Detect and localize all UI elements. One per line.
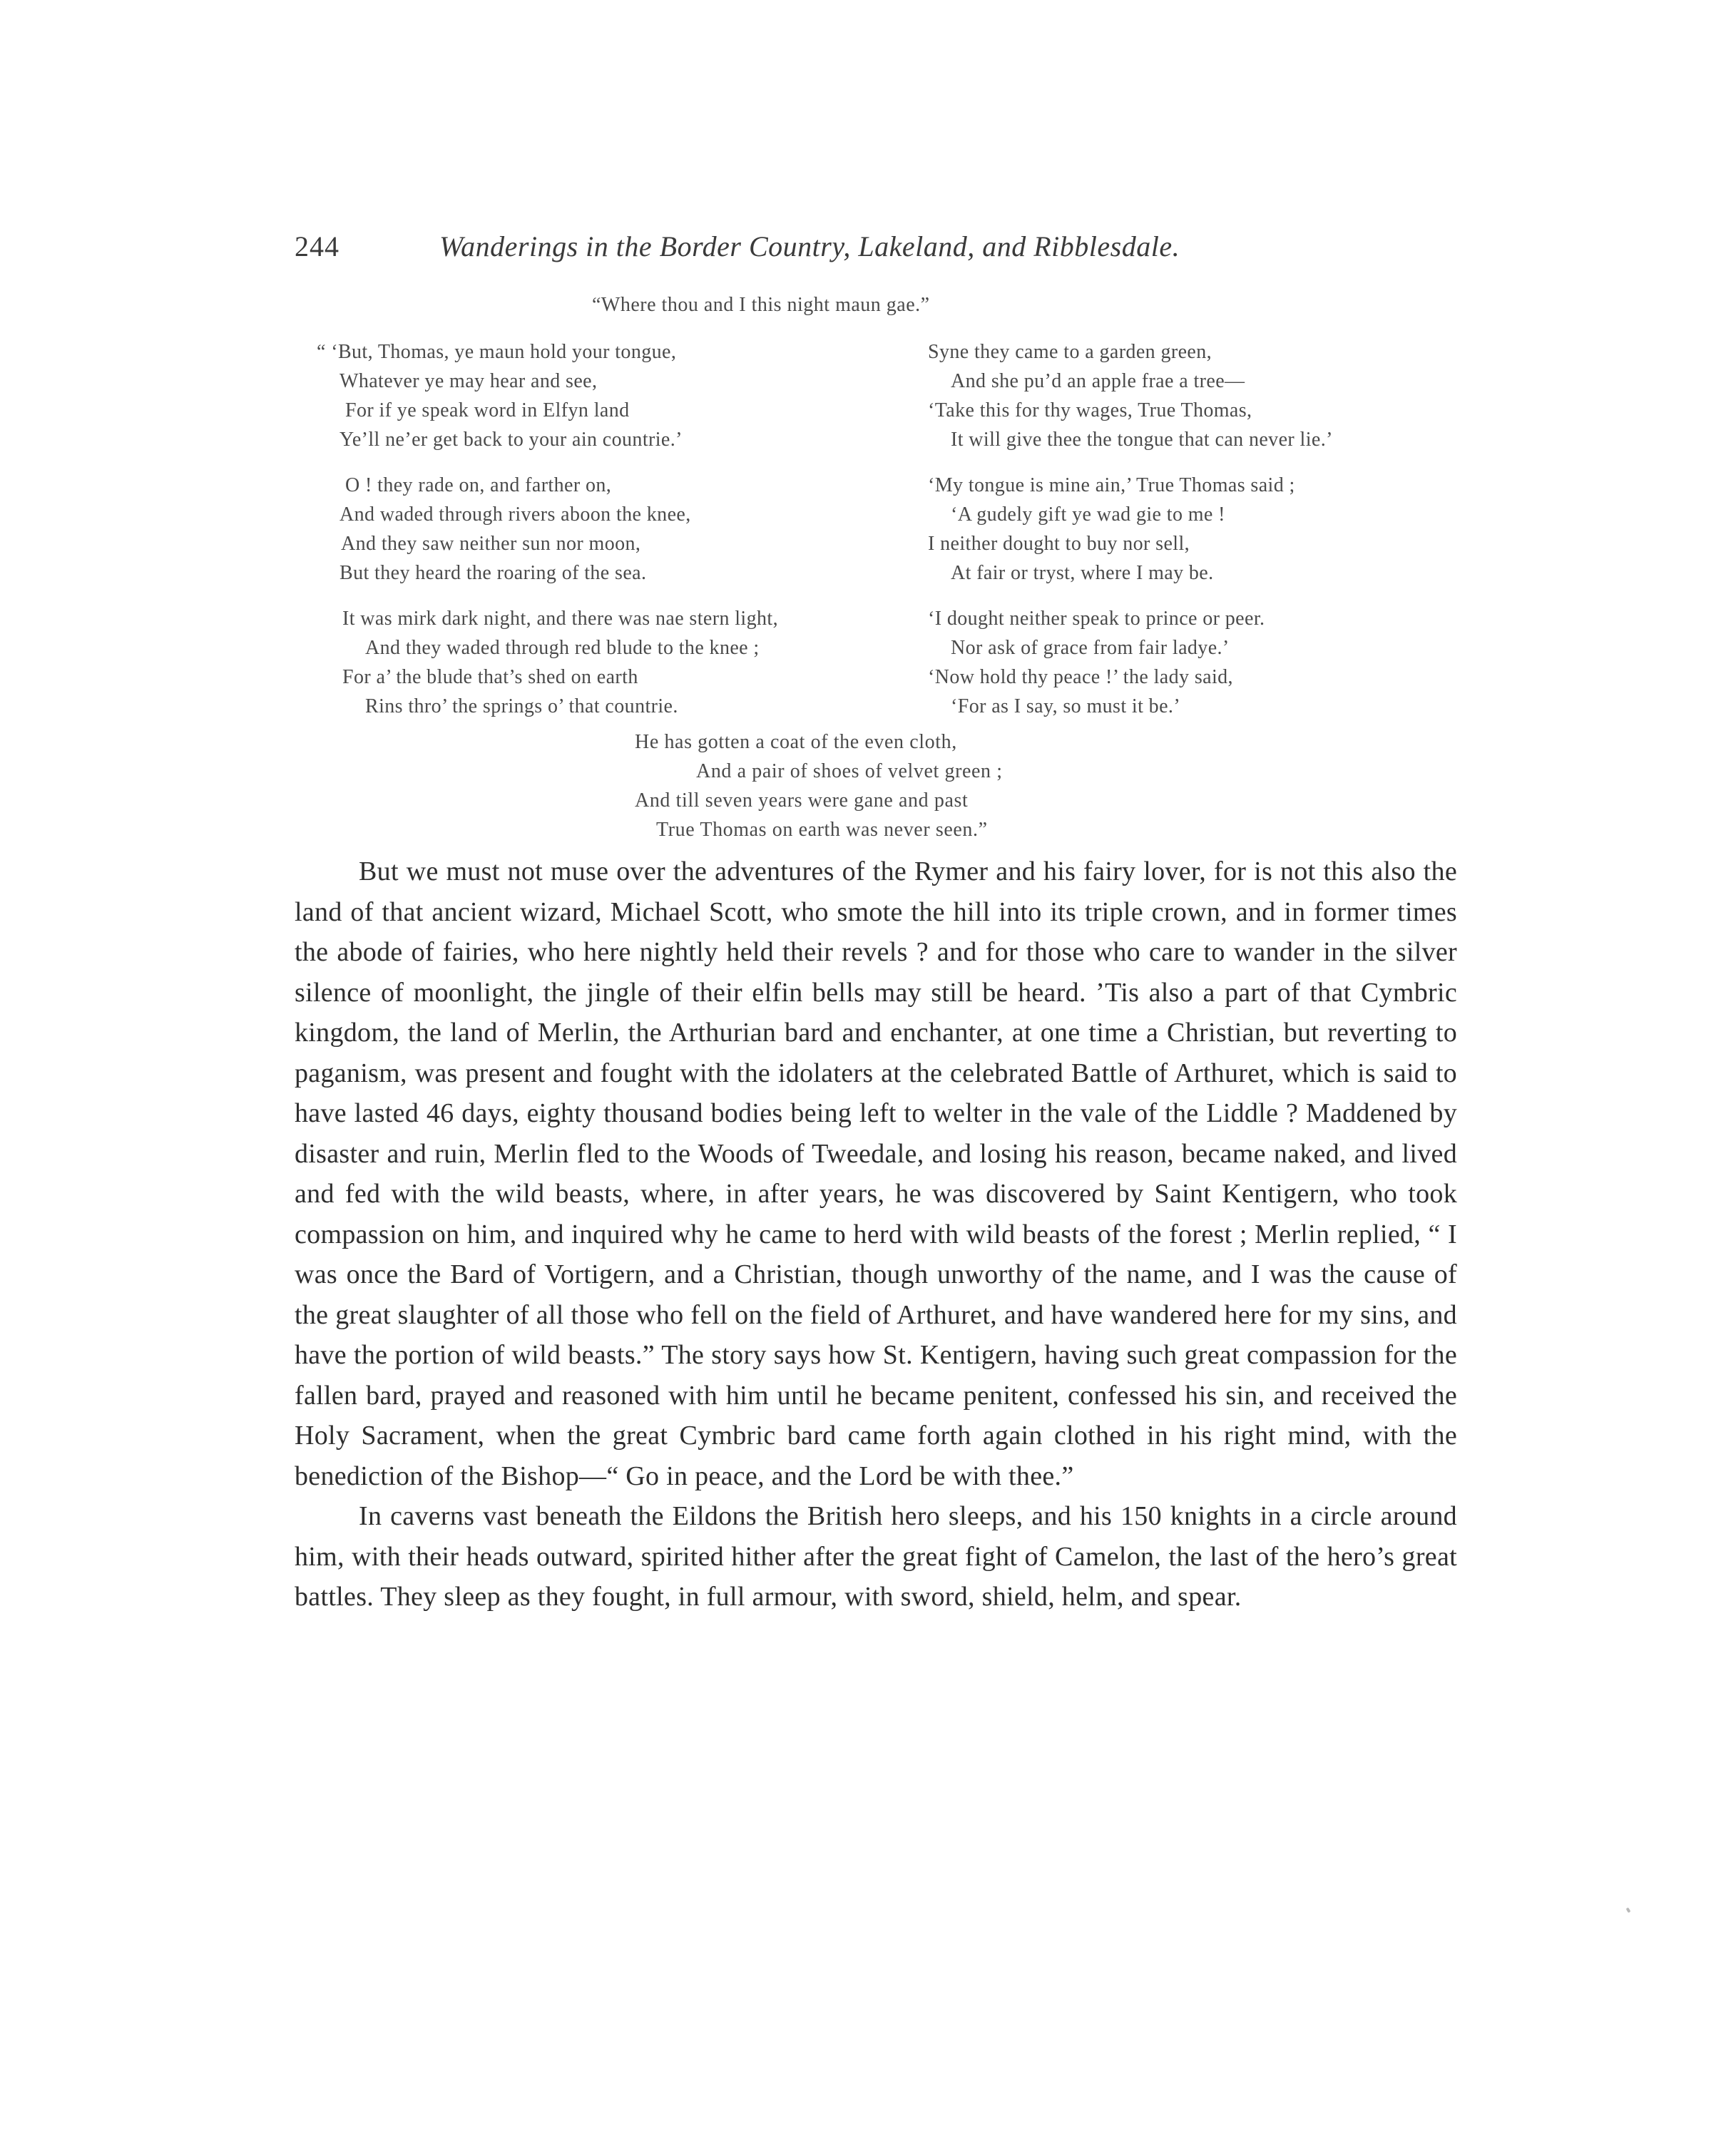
poem-line: ‘I dought neither speak to prince or peer.	[928, 608, 1265, 630]
poem-right-column	[928, 337, 1333, 737]
poem-line: Whatever ye may hear and see,	[339, 370, 598, 392]
poem-line: ‘A gudely gift ye wad gie to me !	[951, 503, 1225, 526]
poem-line: O ! they rade on, and farther on,	[345, 474, 612, 496]
poem-opening-line: “Where thou and I this night maun gae.”	[592, 294, 930, 316]
paragraph: But we must not muse over the adventures of the Rymer and his fairy lover, for is not this also the land of that ancient wizard, Michael Scott, who smote the hill into its triple crown, and in former times the abode of fairies, who here nightly held their revels ? and for those who care to wander in the silver silence of moonlight, the jingle of their elfin bells may still be heard. ’Tis also a part of that Cymbric kingdom, the land of Merlin, the Arthurian bard and enchanter, at one time a Christian, but reverting to paganism, was present and fought with the idolaters at the celebrated Battle of Arthuret, which is said to have lasted 46 days, eighty thousand bodies being left to welter in the vale of the Liddle ? Maddened by disaster and ruin, Merlin fled to the Woods of Tweedale, and losing his reason, became naked, and lived and fed with the wild beasts, where, in after years, he was discovered by Saint Kentigern, who took compassion on him, and inquired why he came to herd with wild beasts of the forest ; Merlin replied, “ I was once the Bard of Vortigern, and a Christian, though unworthy of the name, and I was the cause of the great slaughter of all those who fell on the field of Arthuret, and have wandered here for my sins, and have the portion of wild beasts.” The story says how St. Kentigern, having such great compassion for the fallen bard, prayed and reasoned with him until he became penitent, confessed his sin, and received the Holy Sacrament, when the great Cymbric bard came forth again clothed in his right mind, with the benediction of the Bishop—“ Go in peace, and the Lord be with thee.”	[295, 856, 1457, 1491]
poem-line: And they waded through red blude to the knee ;	[365, 637, 760, 659]
poem-line: Rins thro’ the springs o’ that countrie.	[365, 695, 678, 717]
poem-line: He has gotten a coat of the even cloth,	[635, 731, 957, 753]
poem-line: And a pair of shoes of velvet green ;	[696, 760, 1003, 782]
poem-left-column	[317, 337, 778, 737]
poem-line: Syne they came to a garden green,	[928, 341, 1212, 363]
poem-line: It will give thee the tongue that can never lie.’	[951, 429, 1333, 451]
poem-line: And waded through rivers aboon the knee,	[339, 503, 691, 526]
poem-line: Ye’ll ne’er get back to your ain countrie.’	[339, 429, 683, 451]
poem-line: But they heard the roaring of the sea.	[339, 562, 647, 584]
poem-line: ‘Take this for thy wages, True Thomas,	[928, 399, 1252, 421]
body-text	[295, 851, 1457, 1617]
poem-stanza	[928, 337, 1333, 454]
poem-line: And till seven years were gane and past	[635, 789, 969, 812]
page-number: 244	[295, 230, 339, 262]
poem-line: For if ye speak word in Elfyn land	[345, 399, 630, 421]
poem-line: Nor ask of grace from fair ladye.’	[951, 637, 1230, 659]
poem-line: For a’ the blude that’s shed on earth	[342, 666, 638, 688]
poem-line: And they saw neither sun nor moon,	[341, 533, 641, 555]
poem-line: True Thomas on earth was never seen.”	[656, 819, 988, 841]
poem-closing-stanza	[635, 727, 1003, 844]
poem-stanza	[928, 471, 1333, 588]
poem-line: At fair or tryst, where I may be.	[951, 562, 1214, 584]
poem-line: I neither dought to buy nor sell,	[928, 533, 1190, 555]
poem-line: “ ‘But, Thomas, ye maun hold your tongue,	[317, 341, 677, 363]
running-header	[295, 230, 1314, 272]
poem-stanza	[928, 604, 1333, 721]
poem-line: ‘For as I say, so must it be.’	[951, 695, 1181, 717]
poem-line: It was mirk dark night, and there was nae stern light,	[342, 608, 778, 630]
poem-line: ‘My tongue is mine ain,’ True Thomas said ;	[928, 474, 1295, 496]
poem-stanza	[317, 337, 778, 454]
poem-stanza	[317, 604, 778, 721]
poem-line: And she pu’d an apple frae a tree—	[951, 370, 1245, 392]
paragraph: In caverns vast beneath the Eildons the British hero sleeps, and his 150 knights in a circle around him, with their heads outward, spirited hither after the great fight of Camelon, the last of the hero’s great battles. They sleep as they fought, in full armour, with sword, shield, helm, and spear.	[295, 1501, 1457, 1612]
poem-stanza	[317, 471, 778, 588]
paper-speck	[1626, 1907, 1631, 1913]
poem-line: ‘Now hold thy peace !’ the lady said,	[928, 666, 1233, 688]
running-title: Wanderings in the Border Country, Lakeland, and Ribblesdale.	[439, 230, 1180, 262]
